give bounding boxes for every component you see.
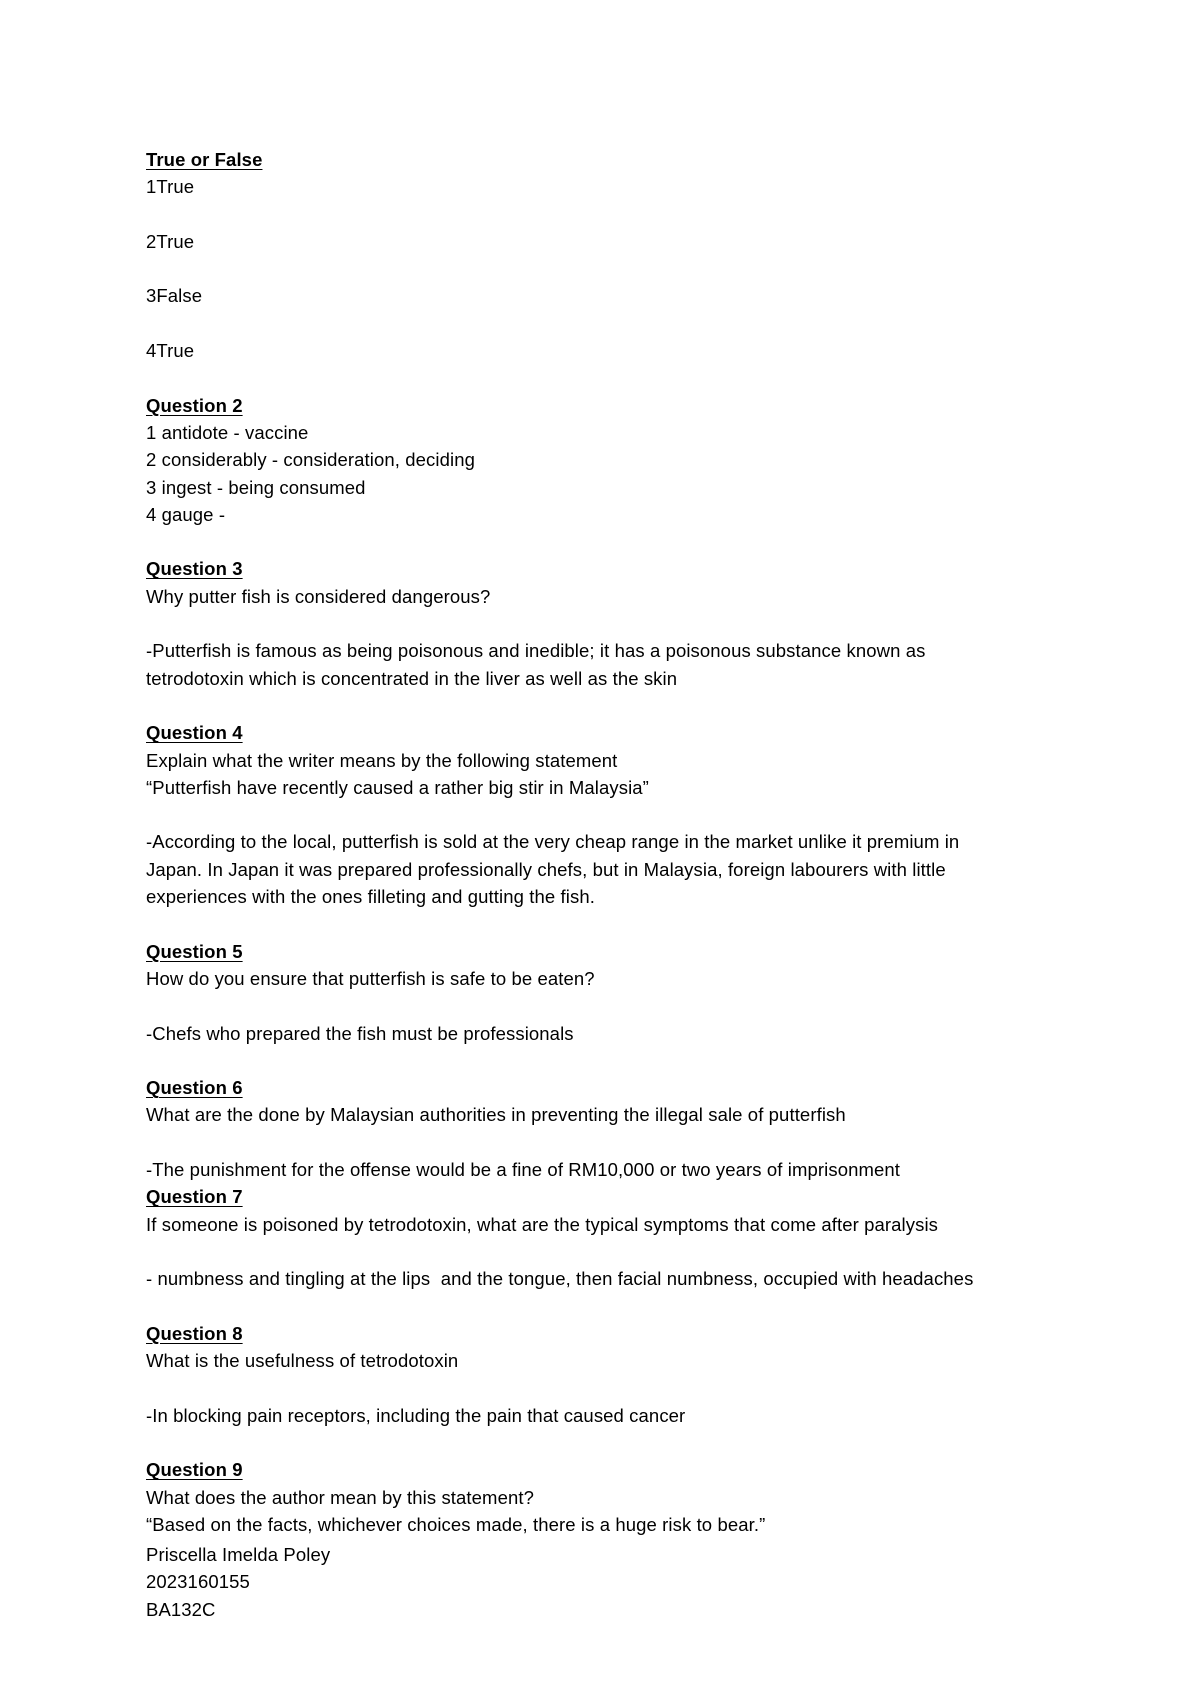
section-heading-question-5: Question 5 — [146, 940, 243, 962]
tf-answer-3: 3False — [146, 285, 203, 307]
q7-question: If someone is poisoned by tetrodotoxin, what are the typical symptoms that come after paralysis — [146, 1213, 939, 1235]
q3-question: Why putter fish is considered dangerous? — [146, 585, 491, 607]
q4-question-line-1: Explain what the writer means by the following statement — [146, 749, 618, 771]
section-heading-question-9: Question 9 — [146, 1459, 243, 1481]
q3-answer-line-2: tetrodotoxin which is concentrated in the liver as well as the skin — [146, 667, 678, 689]
q2-item-4: 4 gauge - — [146, 503, 226, 525]
section-heading-question-4: Question 4 — [146, 722, 243, 744]
q5-answer: -Chefs who prepared the fish must be professionals — [146, 1022, 574, 1044]
q2-item-1: 1 antidote - vaccine — [146, 421, 309, 443]
q4-answer-line-1: -According to the local, putterfish is sold at the very cheap range in the market unlike it premium in — [146, 831, 960, 853]
q7-answer: - numbness and tingling at the lips and the tongue, then facial numbness, occupied with headaches — [146, 1268, 974, 1290]
q3-answer-line-1: -Putterfish is famous as being poisonous and inedible; it has a poisonous substance known as — [146, 640, 926, 662]
tf-answer-2: 2True — [146, 230, 195, 252]
student-info — [146, 1541, 1066, 1623]
tf-answer-1: 1True — [146, 176, 195, 198]
section-heading-question-7: Question 7 — [146, 1186, 243, 1208]
q8-answer: -In blocking pain receptors, including the pain that caused cancer — [146, 1404, 686, 1426]
student-id: 2023160155 — [146, 1571, 250, 1593]
q2-item-3: 3 ingest - being consumed — [146, 476, 366, 498]
q6-question: What are the done by Malaysian authorities in preventing the illegal sale of putterfish — [146, 1104, 846, 1126]
q8-question: What is the usefulness of tetrodotoxin — [146, 1350, 459, 1372]
q9-question-line-2: “Based on the facts, whichever choices made, there is a huge risk to bear.” — [146, 1513, 766, 1535]
section-heading-question-6: Question 6 — [146, 1077, 243, 1099]
student-name: Priscella Imelda Poley — [146, 1544, 331, 1566]
section-heading-question-2: Question 2 — [146, 394, 243, 416]
q2-item-2: 2 considerably - consideration, deciding — [146, 449, 475, 471]
document-body — [146, 146, 1066, 1623]
section-heading-question-8: Question 8 — [146, 1322, 243, 1344]
tf-answer-4: 4True — [146, 340, 195, 362]
q4-answer-line-3: experiences with the ones filleting and gutting the fish. — [146, 886, 595, 908]
q4-question-line-2: “Putterfish have recently caused a rather big stir in Malaysia” — [146, 776, 649, 798]
section-heading-question-3: Question 3 — [146, 558, 243, 580]
q4-answer-line-2: Japan. In Japan it was prepared professionally chefs, but in Malaysia, foreign labourers with little — [146, 858, 946, 880]
class-code: BA132C — [146, 1598, 216, 1620]
section-heading-true-or-false: True or False — [146, 149, 263, 170]
q6-answer: -The punishment for the offense would be a fine of RM10,000 or two years of imprisonment — [146, 1158, 900, 1180]
q5-question: How do you ensure that putterfish is safe to be eaten? — [146, 967, 595, 989]
q9-question-line-1: What does the author mean by this statement? — [146, 1486, 534, 1508]
